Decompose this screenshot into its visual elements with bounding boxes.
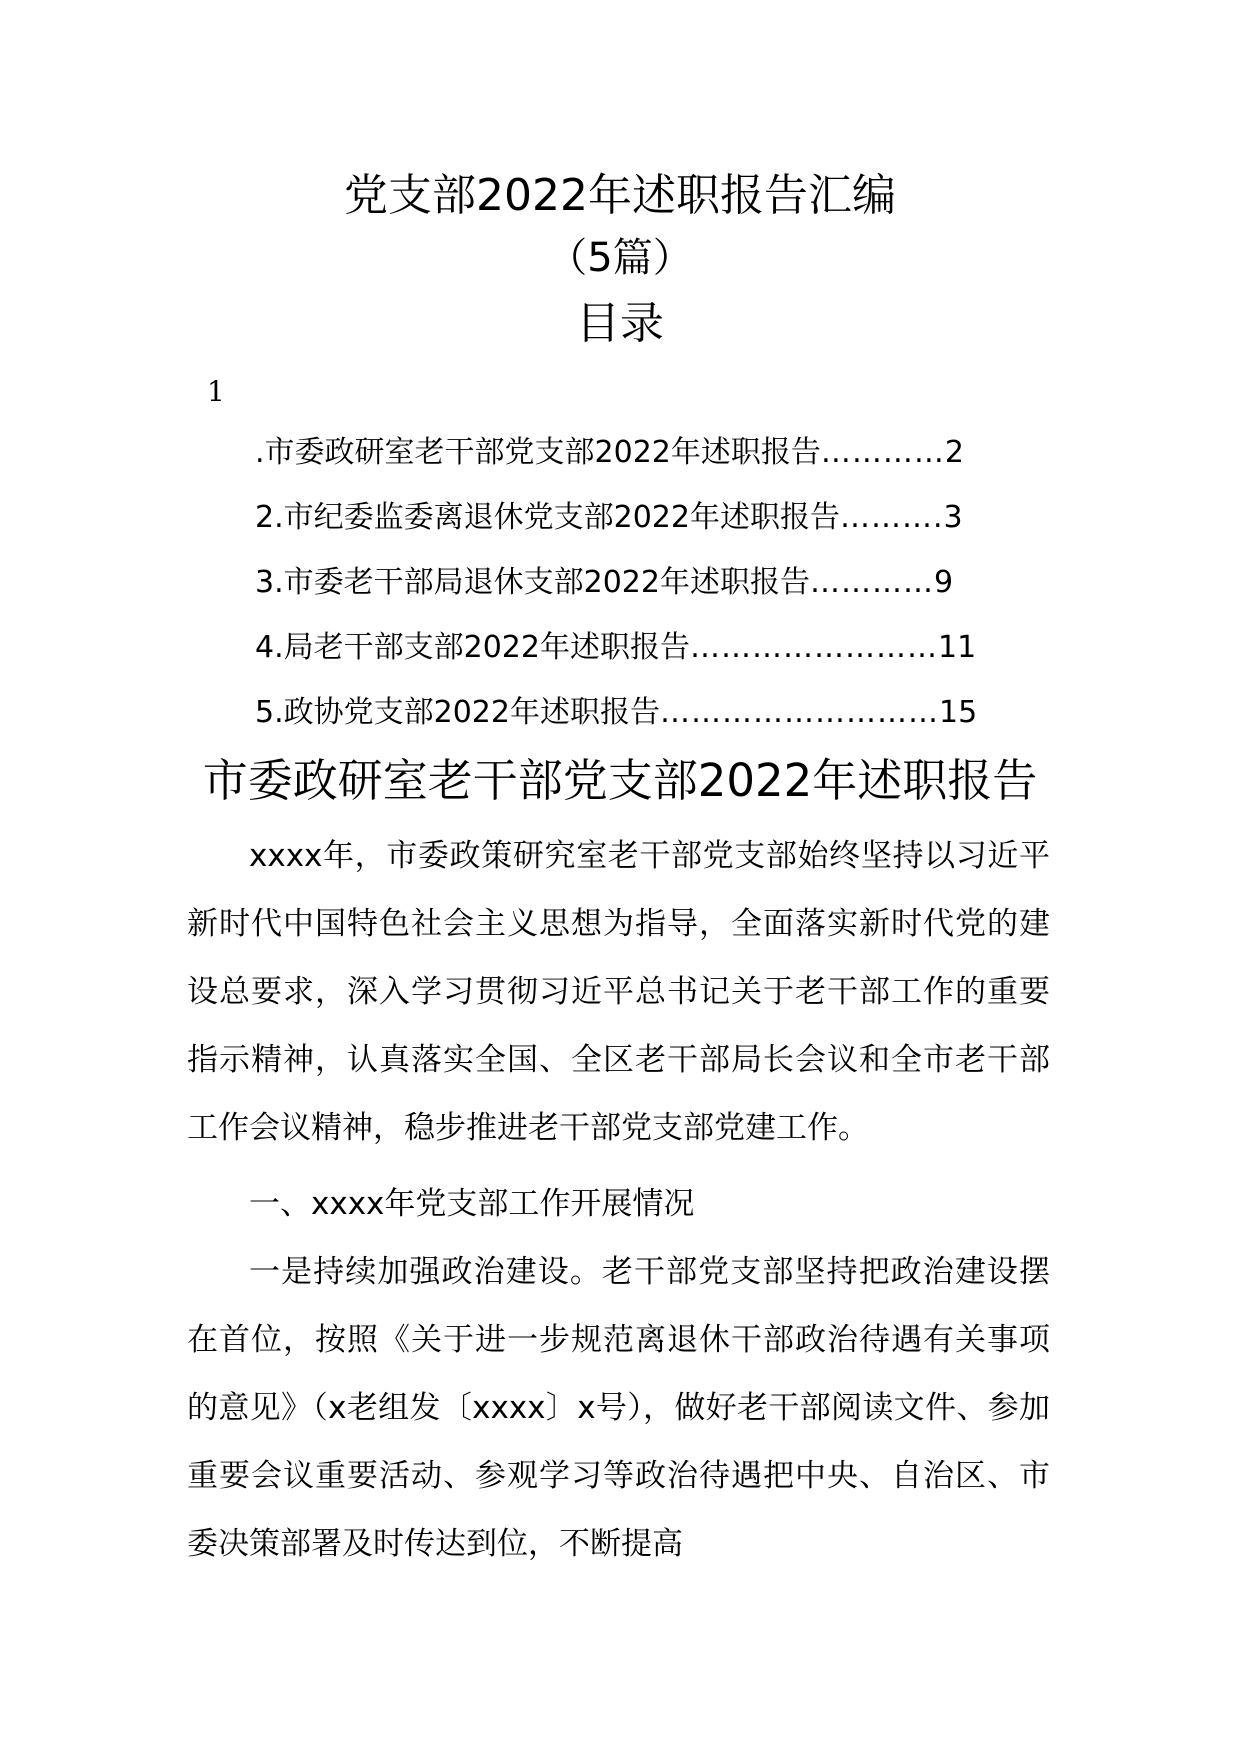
toc-item-label: 2.市纪委监委离退休党支部2022年述职报告 [255,500,840,535]
toc-item-leader: ………… [809,565,934,600]
toc-item-label: 4.局老干部支部2022年述职报告 [255,630,690,665]
toc-item[interactable] [255,562,1050,627]
toc-item-leader: ………. [839,500,944,535]
toc-item-label: 5.政协党支部2022年述职报告 [255,695,660,730]
toc-number: 1 [207,375,225,408]
body-text [187,822,1050,1578]
toc-item-page: 15 [938,695,978,730]
toc-item-leader: …………………… [689,630,938,665]
toc-item[interactable] [255,692,1050,757]
toc-item-page: 9 [933,565,954,600]
paragraph-heading: 一、xxxx年党支部工作开展情况 [249,1186,695,1222]
section-title: 市委政研室老干部党支部2022年述职报告 [202,754,1038,807]
table-of-contents [255,432,1050,757]
toc-item[interactable] [255,432,1050,497]
document-subtitle: （5篇） [547,235,693,281]
document-title: 党支部2022年述职报告汇编 [344,170,896,221]
toc-item-leader: ………… [820,435,945,470]
toc-item-label: 3.市委老干部局退休支部2022年述职报告 [255,565,810,600]
toc-item-page: 11 [937,630,977,665]
toc-item-label: .市委政研室老干部党支部2022年述职报告 [255,435,821,470]
toc-item-page: 2 [944,435,964,470]
toc-item-page: 3 [943,500,963,535]
toc-item[interactable] [255,497,1050,562]
toc-item[interactable] [255,627,1050,692]
toc-heading: 目录 [576,298,664,349]
paragraph-body: 一是持续加强政治建设。老干部党支部坚持把政治建设摆在首位，按照《关于进一步规范离退休干部政治待遇有关事项的意见》（x老组发〔xxxx〕x号），做好老干部阅读文件、参加重要会议重要活动、参观学习等政治待遇把中央、自治区、市委决策部署及时传达到位，不断提高 [187,1254,1050,1562]
paragraph-intro: xxxx年，市委政策研究室老干部党支部始终坚持以习近平新时代中国特色社会主义思想为指导，全面落实新时代党的建设总要求，深入学习贯彻习近平总书记关于老干部工作的重要指示精神，认真落实全国、全区老干部局长会议和全市老干部工作会议精神，稳步推进老干部党支部党建工作。 [187,838,1050,1146]
toc-item-leader: ……………………… [659,695,939,730]
